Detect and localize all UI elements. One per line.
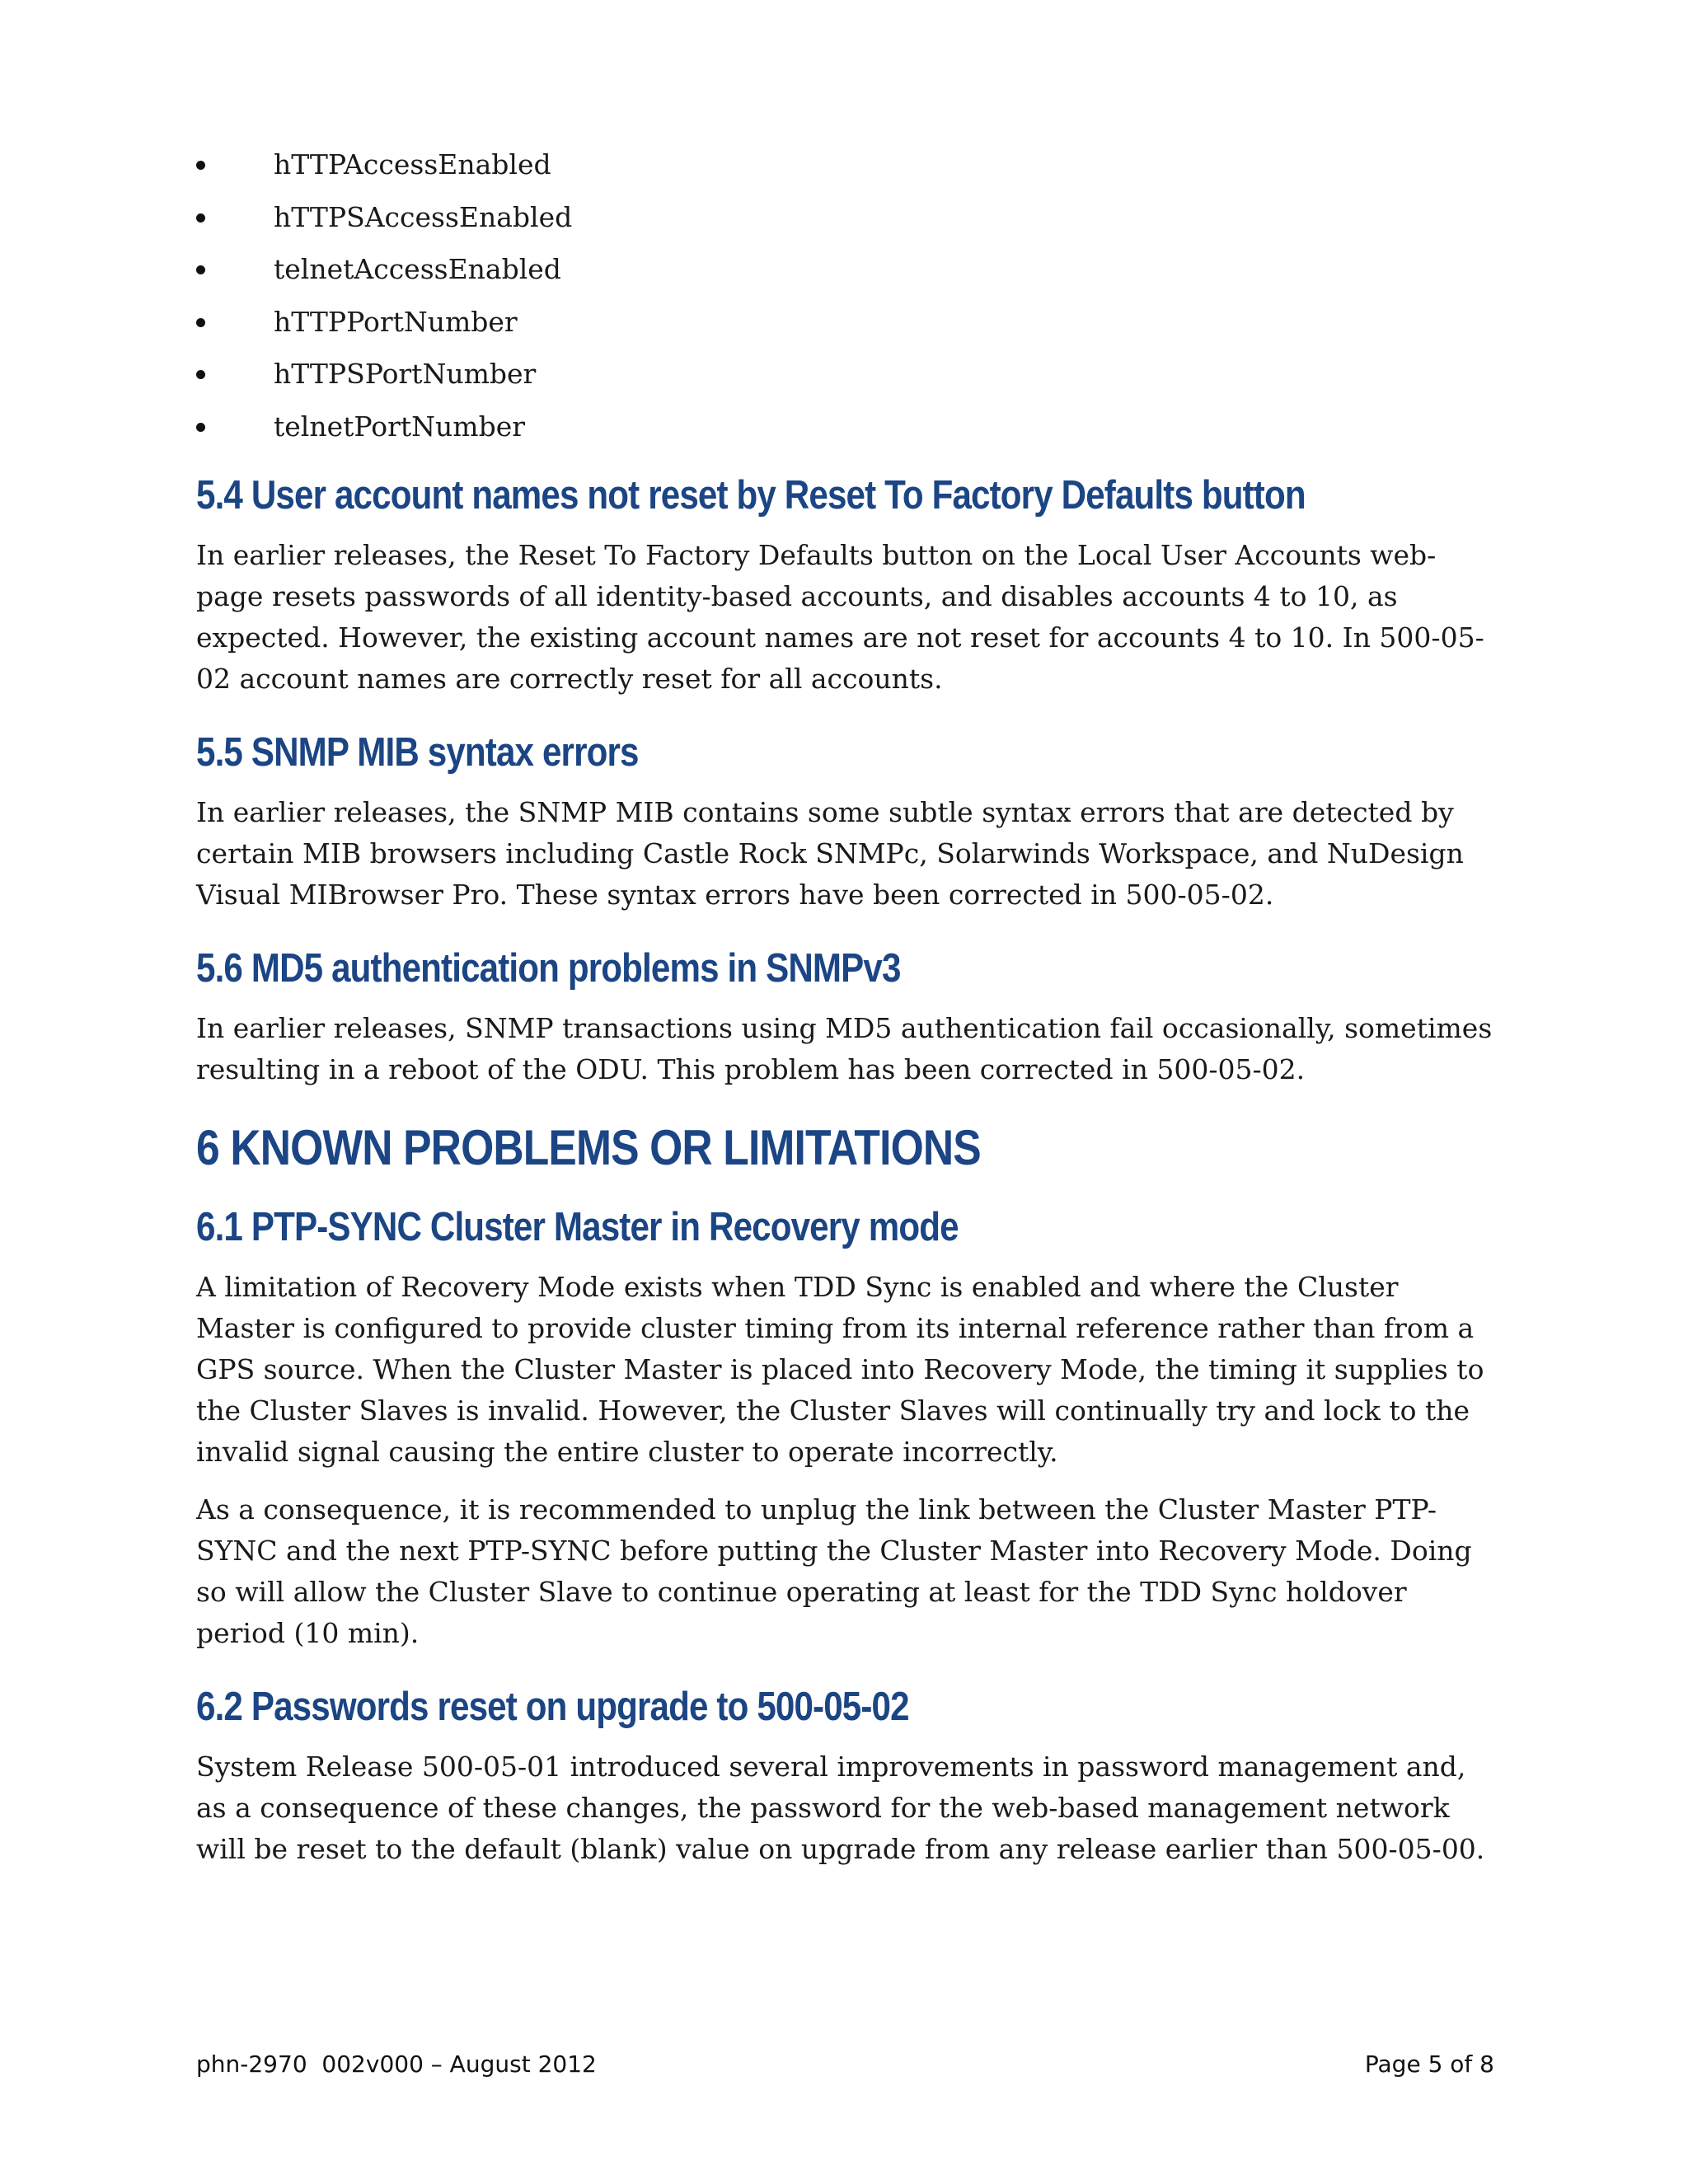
bullet-icon xyxy=(196,265,205,274)
section-6-1-body-2: As a consequence, it is recommended to unplug the link between the Cluster Master PTP-SYNC and the next PTP-SYNC before putting the Cluster Master into Recovery Mode. Doing so will allow the Cluster Slave to continue operating at least for the TDD Sync holdover period (10 min). xyxy=(196,1493,1472,1649)
chapter-6-heading: 6 KNOWN PROBLEMS OR LIMITATIONS xyxy=(196,1120,981,1175)
section-5-5-body: In earlier releases, the SNMP MIB contains some subtle syntax errors that are detected by certain MIB browsers including Castle Rock SNMPc, Solarwinds Workspace, and NuDesign Visual MIBrowser Pro. These syntax errors have been corrected in 500-05-02. xyxy=(196,796,1464,911)
bullet-icon xyxy=(196,370,205,379)
section-5-4-body: In earlier releases, the Reset To Factory Defaults button on the Local User Accounts web-page resets passwords of all identity-based accounts, and disables accounts 4 to 10, as expected. However, the existing account names are not reset for accounts 4 to 10. In 500-05-02 account names are correctly reset for all accounts. xyxy=(196,539,1484,695)
section-6-2-heading: 6.2 Passwords reset on upgrade to 500-05-02 xyxy=(196,1685,909,1729)
section-6-2-body: System Release 500-05-01 introduced several improvements in password management and, as a consequence of these changes, the password for the web-based management network will be reset to the default (blank) value on upgrade from any release earlier than 500-05-00. xyxy=(196,1750,1485,1865)
bullet-icon xyxy=(196,213,205,223)
list-item: hTTPAccessEnabled xyxy=(196,138,1498,191)
list-item: telnetAccessEnabled xyxy=(196,243,1498,296)
section-5-6-heading: 5.6 MD5 authentication problems in SNMPv3 xyxy=(196,946,901,991)
list-item: hTTPSPortNumber xyxy=(196,348,1498,401)
list-item: hTTPPortNumber xyxy=(196,296,1498,349)
bullet-list xyxy=(196,138,1498,452)
bullet-icon xyxy=(196,161,205,170)
section-5-6-body: In earlier releases, SNMP transactions using MD5 authentication fail occasionally, sometimes resulting in a reboot of the ODU. This problem has been corrected in 500-05-02. xyxy=(196,1012,1493,1085)
list-item: telnetPortNumber xyxy=(196,401,1498,453)
bullet-icon xyxy=(196,318,205,327)
section-5-4-heading: 5.4 User account names not reset by Reset To Factory Defaults button xyxy=(196,473,1306,518)
section-5-5-heading: 5.5 SNMP MIB syntax errors xyxy=(196,730,639,775)
page-content xyxy=(196,138,1498,1870)
footer-doc-id: phn-2970 002v000 – August 2012 xyxy=(196,2050,597,2078)
section-6-1-body-1: A limitation of Recovery Mode exists when TDD Sync is enabled and where the Cluster Master is configured to provide cluster timing from its internal reference rather than from a GPS source. When the Cluster Master is placed into Recovery Mode, the timing it supplies to the Cluster Slaves is invalid. However, the Cluster Slaves will continually try and lock to the invalid signal causing the entire cluster to operate incorrectly. xyxy=(196,1271,1484,1468)
list-item: hTTPSAccessEnabled xyxy=(196,191,1498,244)
footer-page-number: Page 5 of 8 xyxy=(1364,2050,1494,2078)
section-6-1-heading: 6.1 PTP-SYNC Cluster Master in Recovery mode xyxy=(196,1205,959,1249)
bullet-icon xyxy=(196,423,205,432)
